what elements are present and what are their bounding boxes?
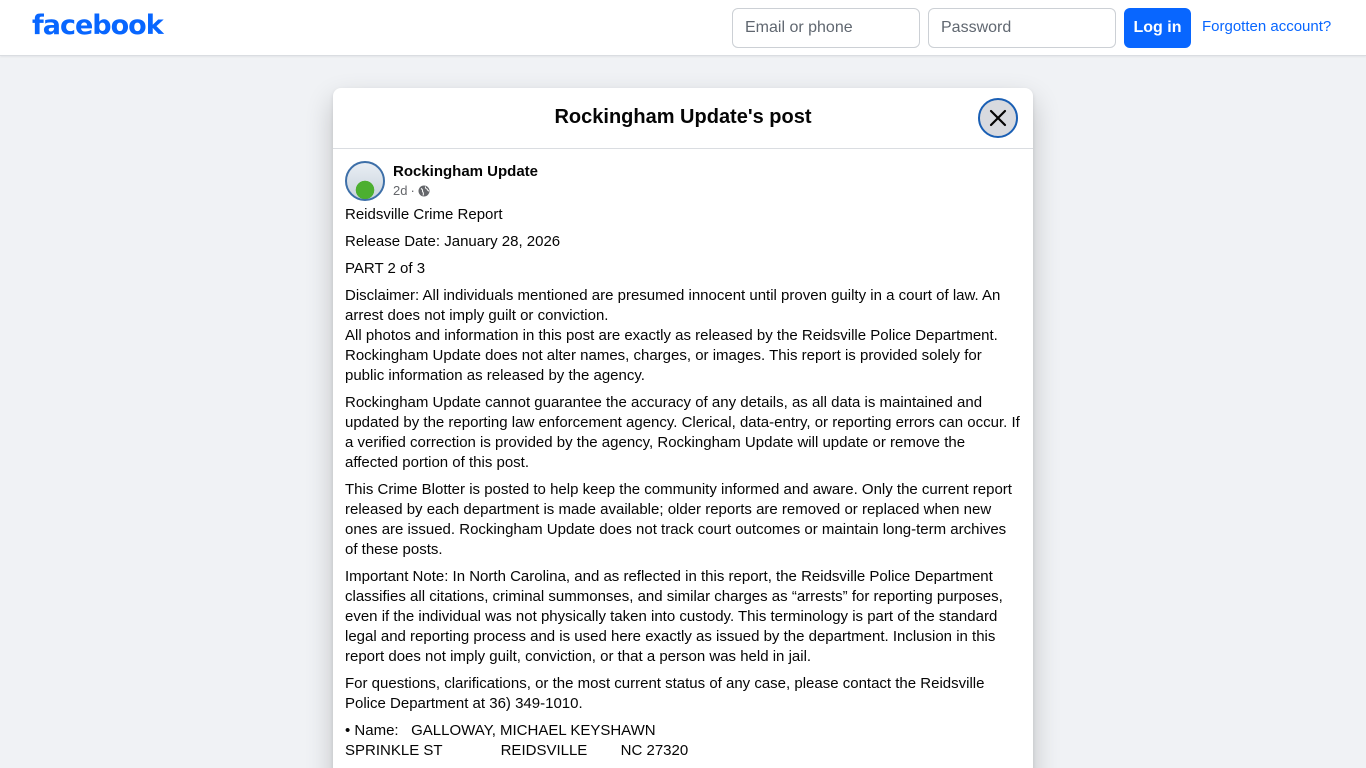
post-header xyxy=(333,149,1033,205)
login-button[interactable]: Log in xyxy=(1124,8,1191,48)
email-input[interactable] xyxy=(732,8,920,48)
post-time[interactable]: 2d xyxy=(393,183,408,198)
arrest-entry xyxy=(345,721,1021,761)
globe-icon xyxy=(418,185,430,197)
post-body xyxy=(333,205,1033,761)
post-modal xyxy=(333,88,1033,768)
modal-header xyxy=(333,88,1033,149)
blotter-paragraph: This Crime Blotter is posted to help keep the community informed and aware. Only the current report released by each department is made available; older reports are removed or replaced when new ones are issued. Rockingham Update does not track court outcomes or maintain long-term archives of these posts. xyxy=(345,481,1012,558)
release-date: Release Date: January 28, 2026 xyxy=(345,233,561,250)
meta-separator: · xyxy=(410,183,415,198)
password-input[interactable] xyxy=(928,8,1116,48)
modal-title: Rockingham Update's post xyxy=(554,106,812,128)
page-avatar[interactable] xyxy=(345,161,385,201)
accuracy-paragraph: Rockingham Update cannot guarantee the accuracy of any details, as all data is maintained and updated by the reporting law enforcement agency. Clerical, data-entry, or reporting errors can occur. If a verified correction is provided by the agency, Rockingham Update will update or remove the affected portion of this post. xyxy=(345,394,1020,471)
facebook-logo[interactable]: facebook xyxy=(32,10,163,41)
disclaimer-text-1: Disclaimer: All individuals mentioned are presumed innocent until proven guilty in a court of law. An arrest does not imply guilt or conviction. xyxy=(345,287,1001,324)
close-icon xyxy=(989,109,1007,127)
post-meta xyxy=(393,183,430,198)
top-navigation-bar xyxy=(0,0,1366,56)
post-title-line: Reidsville Crime Report xyxy=(345,206,503,223)
post-author[interactable]: Rockingham Update xyxy=(393,163,539,180)
part-indicator: PART 2 of 3 xyxy=(345,260,426,277)
entry-name: • Name: GALLOWAY, MICHAEL KEYSHAWN xyxy=(345,722,656,739)
forgotten-account-link[interactable]: Forgotten account? xyxy=(1202,18,1332,35)
close-button[interactable] xyxy=(978,98,1018,138)
contact-paragraph: For questions, clarifications, or the most current status of any case, please contact the Reidsville Police Department at 36) 349-1010. xyxy=(345,675,985,712)
disclaimer-paragraph xyxy=(345,286,1021,386)
entry-address: SPRINKLE ST REIDSVILLE NC 27320 xyxy=(345,742,689,759)
disclaimer-text-2: All photos and information in this post are exactly as released by the Reidsville Police Department. Rockingham Update does not alter names, charges, or images. This report is provided solely for public information as released by the agency. xyxy=(345,327,998,384)
important-note-paragraph: Important Note: In North Carolina, and as reflected in this report, the Reidsville Police Department classifies all citations, criminal summonses, and similar charges as “arrests” for reporting purposes, even if the individual was not physically taken into custody. This terminology is part of the standard legal and reporting process and is used here exactly as issued by the department. Inclusion in this report does not imply guilt, conviction, or that a person was held in jail. xyxy=(345,568,1003,665)
